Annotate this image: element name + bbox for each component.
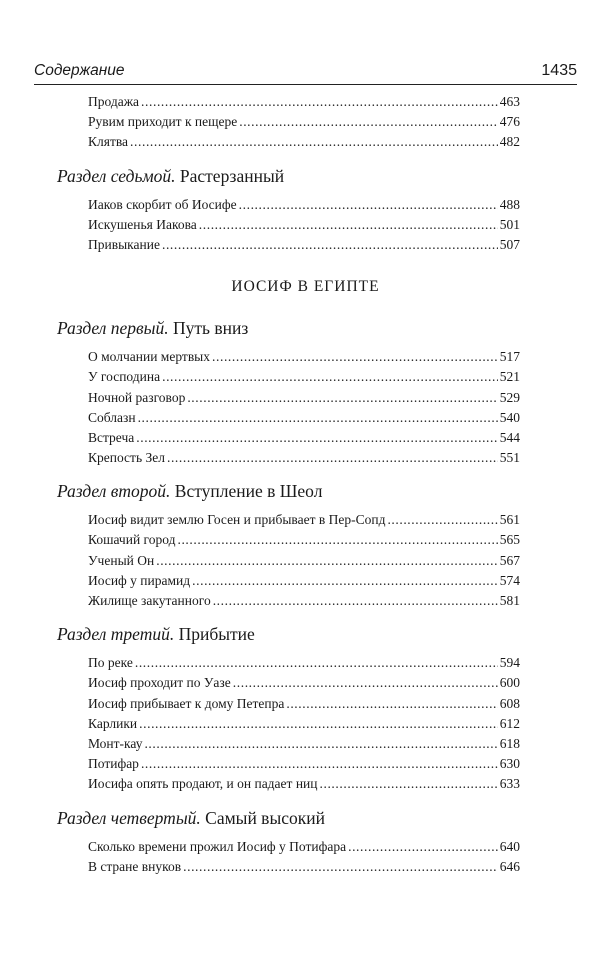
entry-page: 574 <box>499 572 520 588</box>
leader-dots <box>177 530 497 550</box>
entry-title: Кошачий город <box>88 532 176 548</box>
leader-dots <box>187 388 497 408</box>
toc-entry[interactable] <box>88 367 520 387</box>
entry-page: 521 <box>499 369 520 385</box>
leader-dots <box>387 510 497 530</box>
leader-dots <box>141 754 498 774</box>
entry-page: 476 <box>499 114 520 130</box>
entry-page: 463 <box>499 94 520 109</box>
entry-page: 482 <box>499 134 520 150</box>
entry-title: Карлики <box>88 715 138 731</box>
toc-entries <box>88 510 520 611</box>
section-name: Вступление в Шеол <box>174 481 323 502</box>
toc-entry[interactable] <box>88 571 520 591</box>
entry-title: Ночной разговор <box>88 389 186 405</box>
entry-title: Ученый Он <box>88 552 155 568</box>
entry-title: По реке <box>88 655 133 671</box>
section-name: Прибытие <box>178 624 255 645</box>
entry-page: 612 <box>499 715 520 731</box>
entry-page: 544 <box>499 429 520 445</box>
entry-title: Клятва <box>88 134 129 150</box>
entry-page: 608 <box>499 695 520 711</box>
entry-page: 640 <box>499 838 520 854</box>
section-heading <box>57 623 611 645</box>
toc-entry[interactable] <box>88 215 520 235</box>
entry-title: У господина <box>88 369 161 385</box>
section-heading <box>57 165 611 187</box>
entry-title: Продажа <box>88 94 140 109</box>
toc-entry[interactable] <box>88 653 520 673</box>
toc-entry[interactable] <box>88 714 520 734</box>
entry-title: Потифар <box>88 756 139 772</box>
entry-page: 630 <box>499 756 520 772</box>
entry-title: Жилище закутанного <box>88 593 211 608</box>
leader-dots <box>239 195 498 215</box>
entry-title: Иосиф у пирамид <box>88 572 191 588</box>
entry-page: 501 <box>499 216 520 232</box>
entry-title: Иосифа опять продают, и он падает ниц <box>88 776 318 792</box>
toc-entry[interactable] <box>88 857 520 877</box>
toc-entry[interactable] <box>88 694 520 714</box>
leader-dots <box>144 734 497 754</box>
running-header <box>34 58 577 85</box>
toc-entry[interactable] <box>88 347 520 367</box>
leader-dots <box>156 551 498 571</box>
toc-entry[interactable] <box>88 132 520 152</box>
toc-entry[interactable] <box>88 408 520 428</box>
entry-page: 565 <box>499 532 520 548</box>
entry-title: Искушенья Иакова <box>88 216 197 232</box>
toc-entry[interactable] <box>88 673 520 693</box>
header-page-number: 1435 <box>541 62 577 79</box>
toc-entry[interactable] <box>88 195 520 215</box>
entry-title: Привыкание <box>88 236 160 252</box>
leader-dots <box>348 837 498 857</box>
entry-title: В стране внуков <box>88 858 182 874</box>
toc-entry[interactable] <box>88 530 520 550</box>
entry-page: 561 <box>499 512 520 528</box>
section-heading <box>57 317 611 339</box>
entry-title: Крепость Зел <box>88 450 165 466</box>
part-title: ИОСИФ В ЕГИПТЕ <box>231 278 380 296</box>
section-heading <box>57 480 611 502</box>
entry-title: Сколько времени прожил Иосиф у Потифара <box>88 838 347 854</box>
entry-title: Рувим приходит к пещере <box>88 114 238 130</box>
entry-page: 581 <box>499 593 520 608</box>
toc-entry[interactable] <box>88 235 520 255</box>
toc-entry[interactable] <box>88 92 520 112</box>
leader-dots <box>138 408 498 428</box>
leader-dots <box>136 428 498 448</box>
leader-dots <box>286 694 497 714</box>
entry-page: 567 <box>499 552 520 568</box>
entry-page: 551 <box>499 450 520 466</box>
entry-title: Иосиф проходит по Уазе <box>88 675 231 691</box>
toc-entry[interactable] <box>88 112 520 132</box>
section-label: Раздел второй. <box>57 481 171 502</box>
entry-page: 540 <box>499 409 520 425</box>
leader-dots <box>233 673 498 693</box>
leader-dots <box>167 448 498 468</box>
section-label: Раздел седьмой. <box>57 165 176 186</box>
entry-page: 633 <box>499 776 520 792</box>
toc-content <box>0 92 611 877</box>
toc-entries <box>88 92 520 153</box>
entry-page: 529 <box>499 389 520 405</box>
leader-dots <box>320 774 498 794</box>
section-name: Растерзанный <box>179 165 285 186</box>
entry-page: 594 <box>499 655 520 671</box>
toc-entry[interactable] <box>88 754 520 774</box>
entry-page: 600 <box>499 675 520 691</box>
toc-entries <box>88 653 520 794</box>
toc-entry[interactable] <box>88 774 520 794</box>
entry-page: 618 <box>499 735 520 751</box>
header-title: Содержание <box>34 62 125 79</box>
toc-entry[interactable] <box>88 428 520 448</box>
leader-dots <box>141 92 498 112</box>
entry-title: Монт-кау <box>88 735 143 751</box>
leader-dots <box>135 653 498 673</box>
toc-entries <box>88 347 520 468</box>
leader-dots <box>213 591 498 611</box>
toc-entry[interactable] <box>88 734 520 754</box>
entry-page: 507 <box>499 236 520 252</box>
toc-entry[interactable] <box>88 591 520 611</box>
leader-dots <box>239 112 498 132</box>
leader-dots <box>162 235 498 255</box>
toc-entries <box>88 195 520 256</box>
leader-dots <box>192 571 498 591</box>
toc-entry[interactable] <box>88 448 520 468</box>
toc-entry[interactable] <box>88 551 520 571</box>
leader-dots <box>183 857 498 877</box>
entry-title: О молчании мертвых <box>88 349 211 365</box>
leader-dots <box>162 367 498 387</box>
entry-page: 646 <box>499 858 520 874</box>
entry-page: 488 <box>499 196 520 212</box>
section-heading <box>57 807 611 829</box>
entry-title: Иосиф видит землю Госен и прибывает в Пер-Сопд <box>88 512 386 528</box>
entry-title: Иосиф прибывает к дому Петепра <box>88 695 285 711</box>
section-name: Самый высокий <box>205 807 325 828</box>
leader-dots <box>212 347 498 367</box>
section-label: Раздел первый. <box>57 318 169 339</box>
entry-title: Соблазн <box>88 409 136 425</box>
leader-dots <box>139 714 498 734</box>
section-name: Путь вниз <box>173 318 249 339</box>
toc-entries <box>88 837 520 877</box>
toc-entry[interactable] <box>88 388 520 408</box>
entry-title: Иаков скорбит об Иосифе <box>88 196 237 212</box>
leader-dots <box>199 215 498 235</box>
entry-page: 517 <box>499 349 520 365</box>
toc-entry[interactable] <box>88 837 520 857</box>
toc-entry[interactable] <box>88 510 520 530</box>
entry-title: Встреча <box>88 429 135 445</box>
leader-dots <box>130 132 498 152</box>
section-label: Раздел четвертый. <box>57 807 201 828</box>
section-label: Раздел третий. <box>57 624 175 645</box>
